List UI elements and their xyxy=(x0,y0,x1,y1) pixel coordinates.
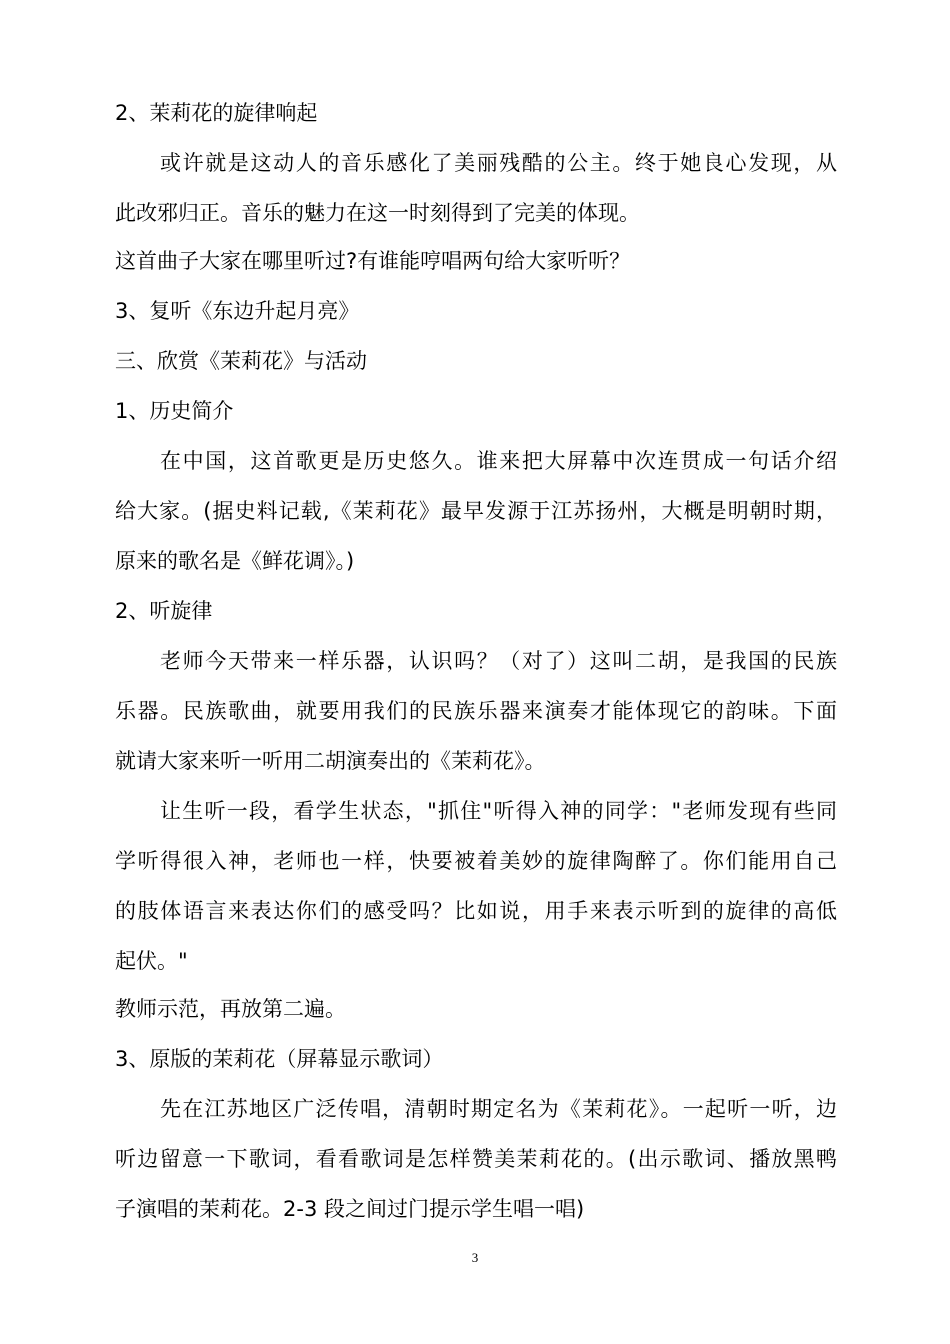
paragraph-line: 就请大家来听一听用二胡演奏出的《茉莉花》。 xyxy=(115,749,546,773)
paragraph-line: 原来的歌名是《鲜花调》。) xyxy=(115,549,355,573)
page-number: 3 xyxy=(471,1250,479,1265)
paragraph-line: 子演唱的茉莉花。2-3 段之间过门提示学生唱一唱) xyxy=(115,1197,585,1221)
paragraph-line: 这首曲子大家在哪里听过?有谁能哼唱两句给大家听听？ xyxy=(115,249,631,273)
paragraph-line: 教师示范，再放第二遍。 xyxy=(115,997,346,1021)
paragraph-line: 让生听一段，看学生状态，"抓住"听得入神的同学："老师发现有些同 xyxy=(160,799,837,823)
paragraph-line: 起伏。" xyxy=(115,949,188,973)
paragraph-line: 学听得很入神，老师也一样，快要被着美妙的旋律陶醉了。你们能用自己 xyxy=(115,849,837,873)
paragraph-line: 在中国，这首歌更是历史悠久。谁来把大屏幕中次连贯成一句话介绍 xyxy=(160,449,837,473)
paragraph-line: 的肢体语言来表达你们的感受吗？比如说，用手来表示听到的旋律的高低 xyxy=(115,899,837,923)
heading-jasmine-melody: 2、茉莉花的旋律响起 xyxy=(115,101,318,125)
heading-original-version: 3、原版的茉莉花（屏幕显示歌词） xyxy=(115,1047,444,1071)
paragraph-line: 老师今天带来一样乐器，认识吗？（对了）这叫二胡，是我国的民族 xyxy=(160,649,837,673)
heading-history: 1、历史简介 xyxy=(115,399,234,423)
paragraph-line: 此改邪归正。音乐的魅力在这一时刻得到了完美的体现。 xyxy=(115,201,640,225)
section-heading: 三、欣赏《茉莉花》与活动 xyxy=(115,349,367,373)
paragraph-line: 先在江苏地区广泛传唱，清朝时期定名为《茉莉花》。一起听一听，边 xyxy=(160,1097,837,1121)
paragraph-line: 乐器。民族歌曲，就要用我们的民族乐器来演奏才能体现它的韵味。下面 xyxy=(115,699,837,723)
heading-relisten: 3、复听《东边升起月亮》 xyxy=(115,299,360,323)
paragraph-line: 听边留意一下歌词，看看歌词是怎样赞美茉莉花的。(出示歌词、播放黑鸭 xyxy=(115,1147,837,1171)
heading-listen-melody: 2、听旋律 xyxy=(115,599,213,623)
paragraph-line: 给大家。(据史料记载,《茉莉花》最早发源于江苏扬州，大概是明朝时期， xyxy=(115,499,837,523)
paragraph-line: 或许就是这动人的音乐感化了美丽残酷的公主。终于她良心发现，从 xyxy=(160,151,837,175)
